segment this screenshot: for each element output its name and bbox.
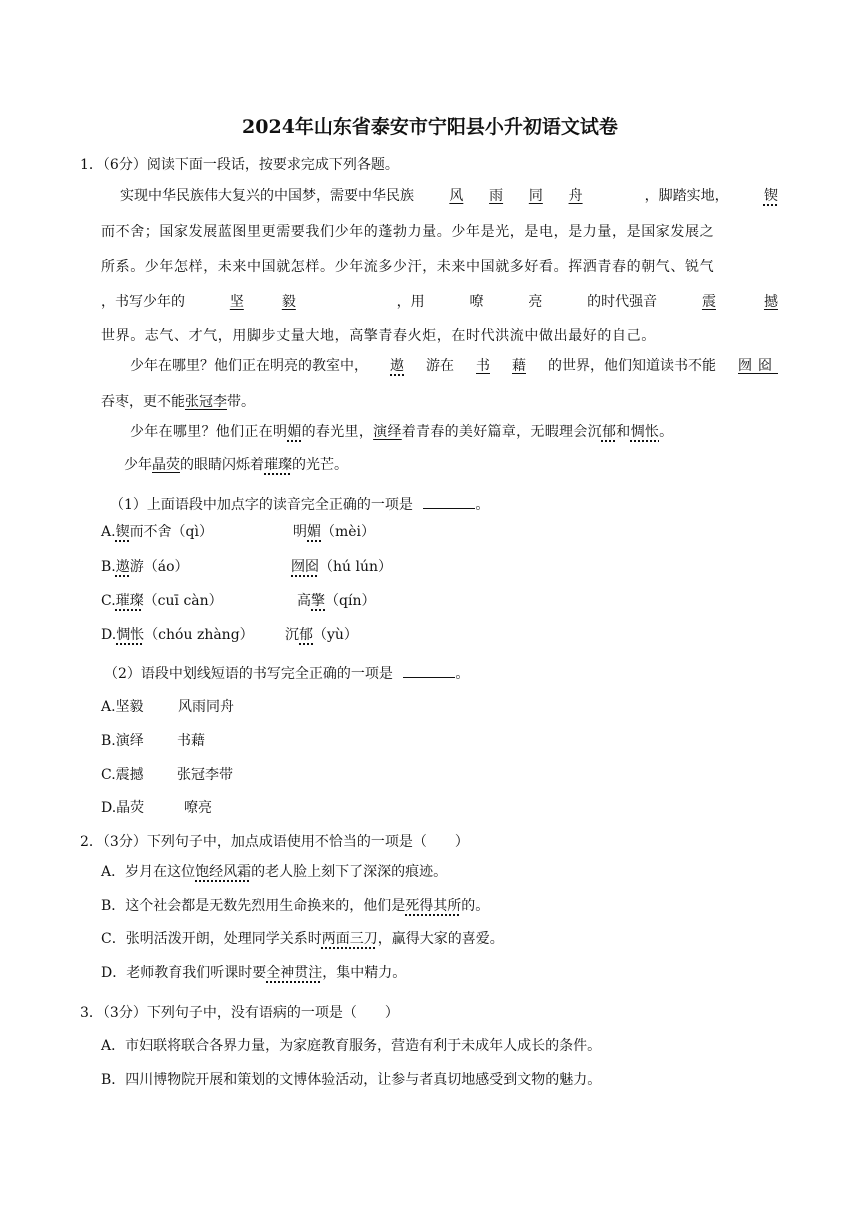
q1-para1-line3: 所系。少年怎样，未来中国就怎样。少年流多少汗，未来中国就多好看。挥洒青春的朝气、锐气 (101, 259, 715, 275)
dotted-char-yu: 郁 (601, 424, 617, 440)
q1-sub2-stem: （2）语段中划线短语的书写完全正确的一项是 。 (104, 663, 469, 684)
q1-para1-line2: 而不舍；国家发展蓝图里更需要我们少年的蓬勃力量。少年是光，是电，是力量，是国家发展之 (101, 224, 715, 240)
q2-option-d: D．老师教育我们听课时要全神贯注，集中精力。 (101, 965, 407, 981)
q1-sub1-option-c-pair: 高擎（qín） (297, 593, 376, 609)
q1-sub1-option-b-pair: 囫囵（hú lún） (291, 559, 392, 575)
underlined-phrase-shuji: 书 藉 (476, 358, 526, 374)
underlined-phrase-zhangguanli: 张冠李 (185, 394, 227, 410)
underlined-phrase-jianyi: 坚 毅 (229, 294, 296, 310)
q1-para3: 少年在哪里？他们正在明媚的春光里，演绎着青春的美好篇章，无暇理会沉郁和惆怅。 (130, 424, 674, 440)
answer-blank[interactable] (423, 494, 475, 509)
dotted-chars-chouchang: 惆怅 (630, 424, 660, 440)
dotted-idiom: 饱经风霜 (195, 864, 252, 880)
q3-option-a: A．市妇联将联合各界力量，为家庭教育服务，营造有利于未成年人成长的条件。 (101, 1038, 602, 1054)
q3-header: 3．（3分）下列句子中，没有语病的一项是（ ） (80, 1005, 399, 1021)
dotted-char-ao: 遨 (390, 358, 404, 374)
q1-sub2-option-b-phrase: 书藉 (177, 733, 205, 749)
underlined-phrase-zhenhan: 震 撼 (701, 294, 778, 310)
q1-para2-line2: 吞枣，更不能张冠李带。 (101, 394, 255, 410)
dotted-idiom: 死得其所 (405, 898, 462, 914)
q1-sub1-option-b: B.遨游（áo） (101, 559, 189, 575)
underlined-phrase-jingying: 晶荧 (152, 457, 180, 473)
q1-header: 1．（6分）阅读下面一段话，按要求完成下列各题。 (80, 157, 399, 173)
answer-blank[interactable] (403, 663, 455, 678)
q2-option-c: C．张明活泼开朗，处理同学关系时两面三刀，赢得大家的喜爱。 (101, 931, 504, 947)
q1-para2-line1: 少年在哪里？他们正在明亮的教室中， 遨 游在 书 藉 的世界，他们知道读书不能 囫囵 (130, 358, 778, 374)
exam-title: 2024年山东省泰安市宁阳县小升初语文试卷 (242, 116, 618, 138)
q1-sub1-stem: （1）上面语段中加点字的读音完全正确的一项是 。 (110, 494, 489, 515)
underlined-phrase-hulun: 囫囵 (738, 358, 778, 374)
q1-sub2-option-d: D.晶荧 (101, 800, 145, 816)
dotted-char-mei: 媚 (287, 424, 302, 440)
q1-sub1-option-a: A.锲而不舍（qì） (101, 524, 214, 540)
underlined-phrase-fengyutongzhou: 风 雨 同 舟 (449, 188, 583, 204)
q1-para1-line5: 世界。志气、才气，用脚步丈量大地，高擎青春火炬，在时代洪流中做出最好的自己。 (101, 328, 656, 344)
q1-sub2-option-d-phrase: 嘹亮 (184, 800, 212, 816)
q2-header: 2．（3分）下列句子中，加点成语使用不恰当的一项是（ ） (80, 834, 469, 850)
q3-option-b: B．四川博物院开展和策划的文博体验活动，让参与者真切地感受到文物的魅力。 (101, 1072, 602, 1088)
underlined-phrase-yanyi: 演绎 (373, 424, 402, 440)
q1-para1-line4: ，书写少年的 坚 毅 ，用 嘹 亮 的时代强音 震 撼 (101, 294, 778, 310)
q1-sub1-option-a-pair: 明媚（mèi） (293, 524, 376, 540)
dotted-chars-cuican: 璀璨 (264, 457, 292, 473)
q1-para1-line1: 实现中华民族伟大复兴的中国梦，需要中华民族 风 雨 同 舟 ，脚踏实地， 锲 (120, 188, 778, 204)
q1-sub2-option-a-phrase: 风雨同舟 (178, 699, 234, 715)
dotted-idiom: 两面三刀 (321, 931, 378, 947)
q1-sub2-option-b: B.演绎 (101, 733, 144, 749)
q2-option-a: A．岁月在这位饱经风霜的老人脸上刻下了深深的痕迹。 (101, 864, 448, 880)
q1-para4: 少年晶荧的眼睛闪烁着璀璨的光芒。 (124, 457, 348, 473)
q1-sub1-option-c: C.璀璨（cuī càn） (101, 593, 223, 609)
q2-option-b: B．这个社会都是无数先烈用生命换来的，他们是死得其所的。 (101, 898, 490, 914)
dotted-idiom: 全神贯注 (266, 965, 323, 981)
q1-sub2-option-c-phrase: 张冠李带 (177, 767, 233, 783)
q1-sub2-option-a: A.坚毅 (101, 699, 144, 715)
q1-sub1-option-d-pair: 沉郁（yù） (285, 627, 358, 643)
q1-sub2-option-c: C.震撼 (101, 767, 144, 783)
dotted-char-qie: 锲 (763, 188, 778, 204)
q1-sub1-option-d: D.惆怅（chóu zhàng） (101, 627, 254, 643)
